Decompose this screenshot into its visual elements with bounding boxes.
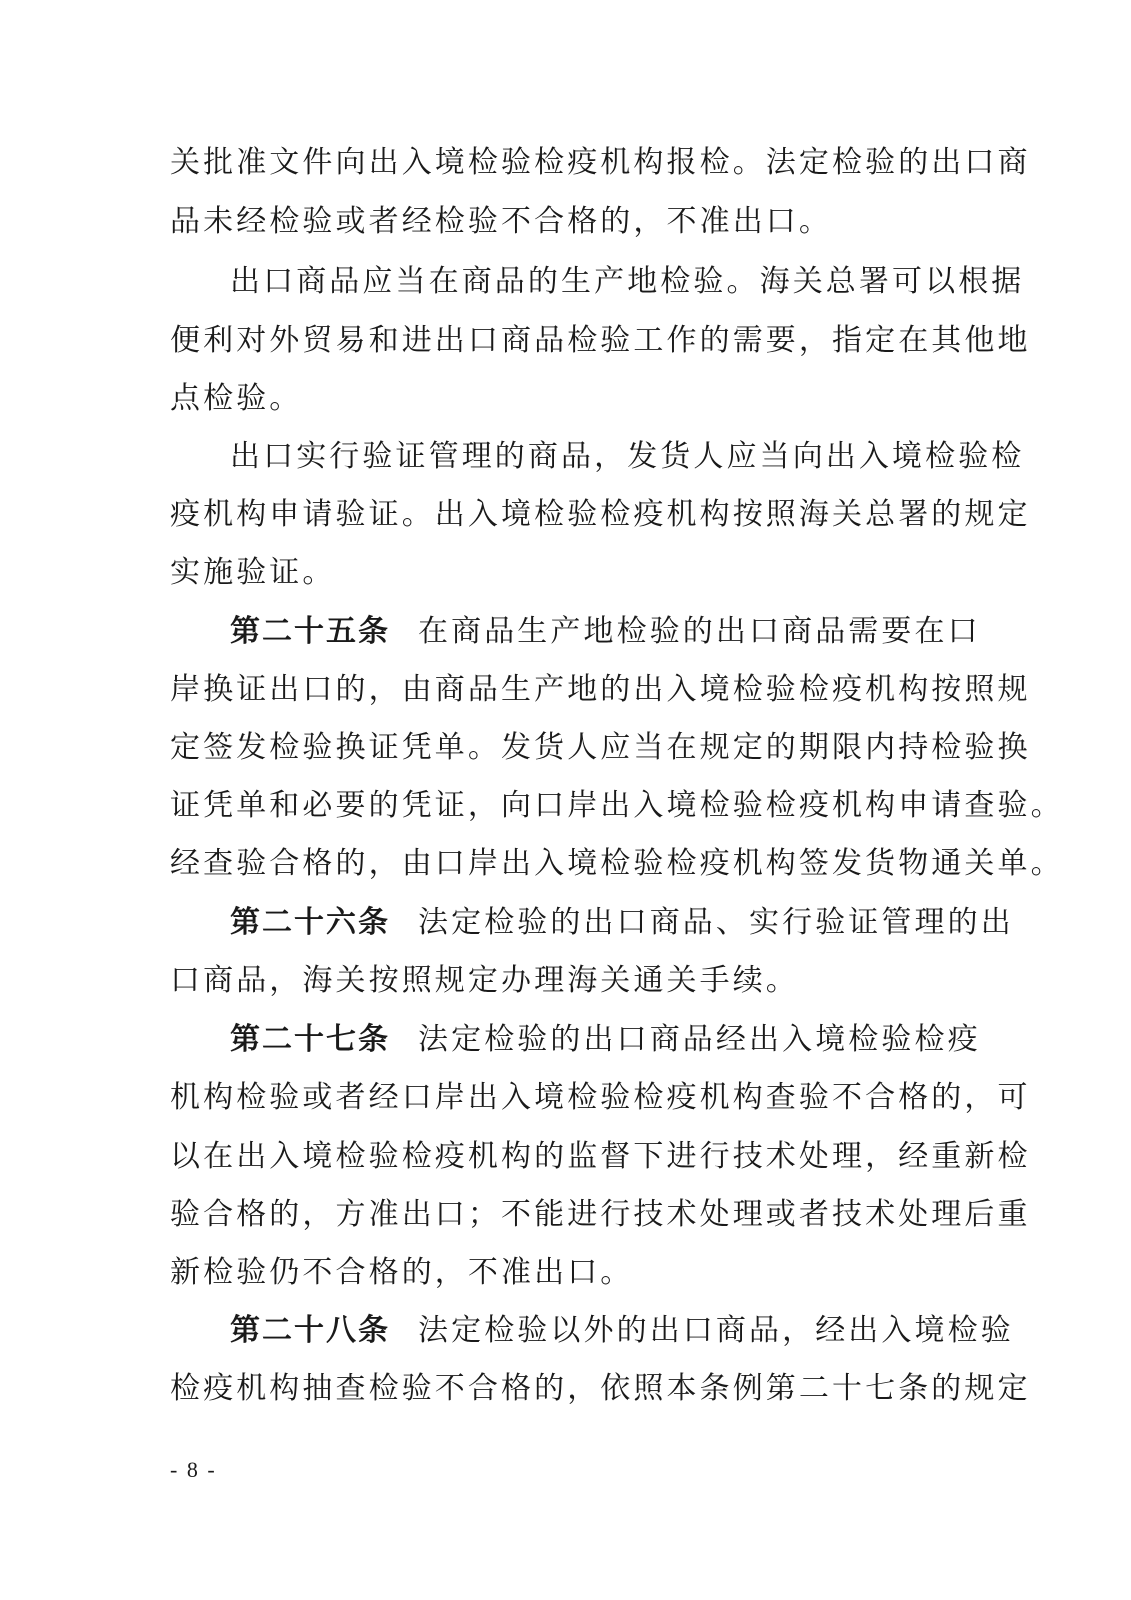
article-28-heading-line (230, 1311, 1014, 1351)
text-line: 以在出入境检验检疫机构的监督下进行技术处理，经重新检 (170, 1139, 1031, 1174)
article-text: 在商品生产地检验的出口商品需要在口 (418, 614, 981, 649)
paragraph-first-line: 出口实行验证管理的商品，发货人应当向出入境检验检 (230, 439, 1025, 474)
text-line: 检疫机构抽查检验不合格的，依照本条例第二十七条的规定 (170, 1371, 1031, 1406)
paragraph-first-line: 出口商品应当在商品的生产地检验。海关总署可以根据 (230, 264, 1025, 299)
article-27-heading-line (230, 1020, 981, 1060)
text-line: 新检验仍不合格的，不准出口。 (170, 1255, 634, 1290)
article-26-heading-line (230, 903, 1014, 943)
article-text: 法定检验的出口商品经出入境检验检疫 (418, 1022, 981, 1057)
text-line: 证凭单和必要的凭证，向口岸出入境检验检疫机构申请查验。 (170, 788, 1064, 823)
article-text: 法定检验的出口商品、实行验证管理的出 (418, 905, 1014, 940)
text-line: 实施验证。 (170, 555, 336, 590)
text-line: 口商品，海关按照规定办理海关通关手续。 (170, 963, 799, 998)
text-line: 岸换证出口的，由商品生产地的出入境检验检疫机构按照规 (170, 672, 1031, 707)
page-number: - 8 - (170, 1457, 217, 1482)
text-line: 品未经检验或者经检验不合格的，不准出口。 (170, 204, 832, 239)
text-line: 便利对外贸易和进出口商品检验工作的需要，指定在其他地 (170, 323, 1031, 358)
text-line: 验合格的，方准出口；不能进行技术处理或者技术处理后重 (170, 1197, 1031, 1232)
article-text: 法定检验以外的出口商品，经出入境检验 (418, 1313, 1014, 1348)
text-line: 机构检验或者经口岸出入境检验检疫机构查验不合格的，可 (170, 1080, 1031, 1115)
text-line: 定签发检验换证凭单。发货人应当在规定的期限内持检验换 (170, 730, 1031, 765)
article-25-heading-line (230, 612, 981, 652)
article-title: 第二十八条 (230, 1313, 390, 1348)
article-title: 第二十五条 (230, 614, 390, 649)
text-line: 疫机构申请验证。出入境检验检疫机构按照海关总署的规定 (170, 497, 1031, 532)
text-line: 关批准文件向出入境检验检疫机构报检。法定检验的出口商 (170, 145, 1031, 180)
article-title: 第二十七条 (230, 1022, 390, 1057)
text-line: 经查验合格的，由口岸出入境检验检疫机构签发货物通关单。 (170, 846, 1064, 881)
text-line: 点检验。 (170, 381, 303, 416)
article-title: 第二十六条 (230, 905, 390, 940)
